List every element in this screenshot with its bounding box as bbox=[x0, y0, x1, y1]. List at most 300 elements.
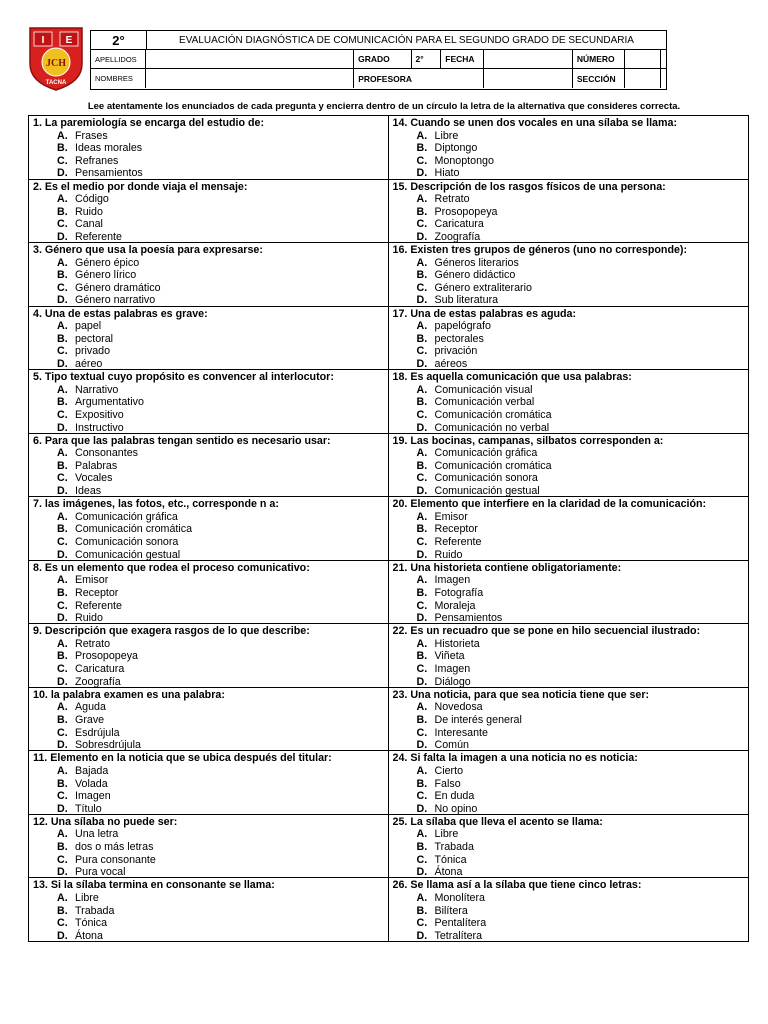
option-text: Imagen bbox=[434, 663, 471, 676]
option-letter: A. bbox=[57, 320, 68, 333]
question-block bbox=[29, 180, 388, 244]
answer-option[interactable] bbox=[33, 257, 388, 270]
option-letter: B. bbox=[57, 396, 68, 409]
option-text: Tónica bbox=[75, 917, 108, 930]
answer-option[interactable] bbox=[33, 155, 388, 168]
question-text: 11. Elemento en la noticia que se ubica después del titular: bbox=[33, 752, 332, 765]
option-letter: C. bbox=[416, 917, 428, 930]
option-text: Géneros literarios bbox=[434, 256, 519, 269]
option-letter: B. bbox=[57, 841, 68, 854]
answer-option[interactable] bbox=[33, 701, 388, 714]
option-letter: D. bbox=[416, 167, 428, 180]
question-text: 3. Género que usa la poesía para expresarse: bbox=[33, 244, 263, 257]
question-text: 6. Para que las palabras tengan sentido es necesario usar: bbox=[33, 434, 331, 447]
option-letter: D. bbox=[416, 548, 428, 561]
question-block bbox=[389, 116, 749, 180]
answer-option[interactable] bbox=[33, 765, 388, 778]
question-block bbox=[29, 561, 388, 625]
apellidos-label: APELLIDOS bbox=[91, 50, 146, 69]
answer-option[interactable] bbox=[33, 549, 388, 561]
option-text: Imagen bbox=[75, 790, 111, 803]
question-text: 14. Cuando se unen dos vocales en una sílaba se llama: bbox=[392, 117, 678, 129]
numero-field[interactable] bbox=[625, 50, 661, 69]
option-text: Comunicación gráfica bbox=[75, 510, 178, 523]
question-block bbox=[389, 243, 749, 307]
answer-option[interactable] bbox=[33, 574, 388, 587]
answer-option[interactable] bbox=[393, 701, 749, 714]
option-text: Comunicación sonora bbox=[434, 472, 538, 485]
answer-option[interactable] bbox=[33, 536, 388, 549]
answer-option[interactable] bbox=[33, 587, 388, 600]
answer-option[interactable] bbox=[393, 422, 749, 434]
option-letter: B. bbox=[57, 332, 68, 345]
question-block bbox=[389, 815, 749, 879]
question-text: 8. Es un elemento que rodea el proceso comunicativo: bbox=[33, 561, 310, 574]
answer-option[interactable] bbox=[33, 142, 388, 155]
option-text: De interés general bbox=[434, 713, 522, 726]
seccion-label: SECCIÓN bbox=[573, 69, 625, 88]
option-text: Argumentativo bbox=[75, 396, 144, 409]
answer-option[interactable] bbox=[33, 294, 388, 306]
answer-option[interactable] bbox=[33, 676, 388, 688]
option-text: Zoografía bbox=[434, 230, 481, 243]
option-letter: C. bbox=[57, 535, 68, 548]
option-text: No opino bbox=[434, 802, 478, 815]
option-letter: A. bbox=[57, 764, 68, 777]
answer-option[interactable] bbox=[33, 282, 388, 295]
answer-option[interactable] bbox=[393, 650, 749, 663]
option-letter: D. bbox=[416, 802, 428, 815]
option-letter: D. bbox=[416, 866, 428, 879]
answer-option[interactable] bbox=[393, 714, 749, 727]
option-text: Código bbox=[75, 193, 109, 206]
option-letter: D. bbox=[416, 929, 428, 941]
option-text: papelógrafo bbox=[434, 320, 491, 333]
question-text: 22. Es un recuadro que se pone en hilo secuencial ilustrado: bbox=[392, 625, 701, 638]
exam-title: EVALUACIÓN DIAGNÓSTICA DE COMUNICACIÓN PARA EL SEGUNDO GRADO DE SECUNDARIA bbox=[147, 31, 666, 50]
answer-option[interactable] bbox=[33, 905, 388, 918]
answer-option[interactable] bbox=[33, 714, 388, 727]
option-letter: A. bbox=[57, 701, 68, 714]
answer-option[interactable] bbox=[393, 384, 749, 397]
option-text: Hiato bbox=[434, 167, 460, 180]
option-letter: A. bbox=[416, 828, 428, 841]
answer-option[interactable] bbox=[393, 257, 749, 270]
option-letter: D. bbox=[57, 167, 68, 180]
option-letter: C. bbox=[57, 281, 68, 294]
answer-option[interactable] bbox=[33, 167, 388, 179]
option-text: Imagen bbox=[434, 574, 471, 587]
answer-option[interactable] bbox=[393, 447, 749, 460]
answer-option[interactable] bbox=[393, 892, 749, 905]
question-text: 20. Elemento que interfiere en la claridad de la comunicación: bbox=[392, 498, 707, 511]
answer-option[interactable] bbox=[33, 193, 388, 206]
question-text: 23. Una noticia, para que sea noticia tiene que ser: bbox=[392, 688, 650, 701]
option-text: Referente bbox=[75, 599, 122, 612]
answer-option[interactable] bbox=[393, 739, 749, 751]
option-letter: C. bbox=[57, 345, 68, 358]
option-letter: A. bbox=[57, 891, 68, 904]
answer-option[interactable] bbox=[33, 472, 388, 485]
answer-option[interactable] bbox=[393, 574, 749, 587]
answer-option[interactable] bbox=[33, 828, 388, 841]
answer-option[interactable] bbox=[33, 866, 388, 878]
question-block bbox=[389, 180, 749, 244]
option-letter: B. bbox=[57, 205, 68, 218]
answer-option[interactable] bbox=[393, 727, 749, 740]
option-letter: A. bbox=[57, 637, 68, 650]
option-text: Viñeta bbox=[434, 650, 465, 663]
option-letter: C. bbox=[416, 599, 428, 612]
option-letter: A. bbox=[416, 193, 428, 206]
option-letter: B. bbox=[57, 650, 68, 663]
answer-option[interactable] bbox=[393, 294, 749, 306]
student-info-header bbox=[90, 30, 667, 90]
option-text: Vocales bbox=[75, 472, 113, 485]
option-letter: B. bbox=[57, 523, 68, 536]
option-text: Pura vocal bbox=[75, 866, 126, 879]
option-letter: A. bbox=[57, 256, 68, 269]
question-text: 15. Descripción de los rasgos físicos de una persona: bbox=[392, 180, 666, 193]
option-text: Palabras bbox=[75, 459, 118, 472]
answer-option[interactable] bbox=[393, 676, 749, 688]
option-letter: D. bbox=[416, 230, 428, 243]
option-text: Aguda bbox=[75, 701, 106, 714]
question-text: 17. Una de estas palabras es aguda: bbox=[392, 307, 577, 320]
questions-column-left bbox=[29, 116, 389, 941]
answer-option[interactable] bbox=[33, 333, 388, 346]
answer-option[interactable] bbox=[33, 409, 388, 422]
question-text: 13. Si la sílaba termina en consonante se llama: bbox=[33, 879, 275, 892]
option-letter: C. bbox=[57, 154, 68, 167]
option-letter: D. bbox=[57, 230, 68, 243]
option-text: Sub literatura bbox=[434, 294, 499, 307]
answer-option[interactable] bbox=[33, 663, 388, 676]
answer-option[interactable] bbox=[393, 600, 749, 613]
answer-option[interactable] bbox=[393, 130, 749, 143]
questions-grid bbox=[28, 115, 749, 942]
question-block bbox=[29, 434, 388, 498]
option-text: Emisor bbox=[75, 574, 109, 587]
question-block bbox=[389, 434, 749, 498]
answer-option[interactable] bbox=[33, 485, 388, 497]
option-letter: A. bbox=[57, 193, 68, 206]
answer-option[interactable] bbox=[33, 638, 388, 651]
option-text: aéreos bbox=[434, 357, 468, 370]
option-text: Zoografía bbox=[75, 675, 121, 688]
answer-option[interactable] bbox=[393, 142, 749, 155]
option-letter: C. bbox=[416, 281, 428, 294]
answer-option[interactable] bbox=[33, 320, 388, 333]
answer-option[interactable] bbox=[33, 930, 388, 941]
question-block bbox=[29, 751, 388, 815]
option-text: aéreo bbox=[75, 357, 103, 370]
fecha-label: FECHA bbox=[441, 50, 484, 69]
option-text: Retrato bbox=[434, 193, 470, 206]
option-letter: C. bbox=[416, 345, 428, 358]
answer-option[interactable] bbox=[33, 892, 388, 905]
option-letter: A. bbox=[57, 574, 68, 587]
numero-label: NÚMERO bbox=[573, 50, 625, 69]
logo-letter-i: I bbox=[41, 35, 45, 46]
option-text: Pura consonante bbox=[75, 853, 156, 866]
questions-column-right bbox=[389, 116, 749, 941]
option-letter: C. bbox=[57, 218, 68, 231]
option-letter: C. bbox=[57, 663, 68, 676]
answer-option[interactable] bbox=[393, 155, 749, 168]
option-letter: D. bbox=[416, 675, 428, 688]
option-letter: D. bbox=[416, 612, 428, 625]
answer-option[interactable] bbox=[393, 917, 749, 930]
answer-option[interactable] bbox=[393, 612, 749, 624]
header-title-row bbox=[91, 31, 666, 50]
answer-option[interactable] bbox=[393, 828, 749, 841]
question-block bbox=[389, 561, 749, 625]
option-letter: A. bbox=[416, 256, 428, 269]
option-text: Ruido bbox=[434, 548, 463, 561]
answer-option[interactable] bbox=[33, 739, 388, 751]
answer-option[interactable] bbox=[393, 282, 749, 295]
answer-option[interactable] bbox=[393, 905, 749, 918]
answer-option[interactable] bbox=[33, 218, 388, 231]
option-letter: A. bbox=[416, 447, 428, 460]
option-letter: D. bbox=[57, 866, 68, 879]
answer-option[interactable] bbox=[393, 460, 749, 473]
answer-option[interactable] bbox=[33, 511, 388, 524]
answer-option[interactable] bbox=[393, 333, 749, 346]
answer-option[interactable] bbox=[393, 663, 749, 676]
answer-option[interactable] bbox=[393, 269, 749, 282]
question-block bbox=[389, 624, 749, 688]
answer-option[interactable] bbox=[393, 320, 749, 333]
option-text: papel bbox=[75, 320, 102, 333]
fecha-field[interactable] bbox=[484, 50, 573, 69]
question-block bbox=[389, 878, 749, 941]
answer-option[interactable] bbox=[33, 790, 388, 803]
apellidos-field[interactable] bbox=[146, 50, 354, 69]
option-text: Monoptongo bbox=[434, 154, 494, 167]
grado-label: GRADO bbox=[354, 50, 411, 69]
option-letter: C. bbox=[57, 408, 68, 421]
answer-option[interactable] bbox=[33, 841, 388, 854]
option-letter: B. bbox=[416, 142, 428, 155]
option-text: Libre bbox=[434, 129, 459, 142]
option-letter: C. bbox=[57, 726, 68, 739]
option-letter: B. bbox=[416, 269, 428, 282]
answer-option[interactable] bbox=[33, 727, 388, 740]
answer-option[interactable] bbox=[393, 396, 749, 409]
logo-letter-e: E bbox=[65, 35, 73, 46]
option-letter: C. bbox=[416, 726, 428, 739]
answer-option[interactable] bbox=[33, 600, 388, 613]
answer-option[interactable] bbox=[393, 587, 749, 600]
question-text: 18. Es aquella comunicación que usa palabras: bbox=[392, 371, 632, 384]
option-text: Género extraliterario bbox=[434, 281, 532, 294]
question-block bbox=[389, 370, 749, 434]
answer-option[interactable] bbox=[393, 790, 749, 803]
answer-option[interactable] bbox=[393, 358, 749, 370]
question-block bbox=[389, 497, 749, 561]
question-text: 16. Existen tres grupos de géneros (uno no corresponde): bbox=[392, 244, 688, 257]
option-letter: D. bbox=[57, 739, 68, 752]
option-letter: D. bbox=[57, 294, 68, 307]
question-block bbox=[29, 243, 388, 307]
option-letter: B. bbox=[57, 586, 68, 599]
answer-option[interactable] bbox=[33, 523, 388, 536]
option-letter: A. bbox=[416, 574, 428, 587]
answer-option[interactable] bbox=[33, 854, 388, 867]
school-crest-logo bbox=[28, 26, 84, 92]
option-letter: A. bbox=[57, 510, 68, 523]
option-text: Pentalítera bbox=[434, 917, 487, 930]
option-text: Comunicación cromática bbox=[434, 459, 552, 472]
option-text: Átona bbox=[434, 866, 463, 879]
answer-option[interactable] bbox=[393, 231, 749, 243]
option-text: Comunicación no verbal bbox=[434, 421, 550, 434]
answer-option[interactable] bbox=[393, 549, 749, 561]
question-block bbox=[389, 688, 749, 752]
answer-option[interactable] bbox=[393, 218, 749, 231]
answer-option[interactable] bbox=[393, 485, 749, 497]
answer-option[interactable] bbox=[33, 231, 388, 243]
profesora-field[interactable] bbox=[484, 69, 573, 88]
option-text: Comunicación cromática bbox=[434, 408, 552, 421]
question-block bbox=[29, 307, 388, 371]
answer-option[interactable] bbox=[33, 650, 388, 663]
answer-option[interactable] bbox=[33, 422, 388, 434]
answer-option[interactable] bbox=[393, 841, 749, 854]
option-letter: D. bbox=[416, 739, 428, 752]
question-block bbox=[29, 624, 388, 688]
answer-option[interactable] bbox=[33, 130, 388, 143]
answer-option[interactable] bbox=[393, 765, 749, 778]
answer-option[interactable] bbox=[393, 409, 749, 422]
option-letter: C. bbox=[57, 853, 68, 866]
header-row-nombres bbox=[91, 69, 666, 88]
answer-option[interactable] bbox=[393, 638, 749, 651]
answer-option[interactable] bbox=[393, 345, 749, 358]
option-letter: D. bbox=[416, 357, 428, 370]
answer-option[interactable] bbox=[33, 917, 388, 930]
option-text: Sobresdrújula bbox=[75, 739, 141, 752]
answer-option[interactable] bbox=[393, 854, 749, 867]
option-letter: A. bbox=[416, 891, 428, 904]
answer-option[interactable] bbox=[393, 536, 749, 549]
option-text: Novedosa bbox=[434, 701, 483, 714]
option-text: Instructivo bbox=[75, 421, 124, 434]
option-letter: D. bbox=[57, 357, 68, 370]
question-text: 25. La sílaba que lleva el acento se llama: bbox=[392, 815, 603, 828]
option-letter: A. bbox=[416, 701, 428, 714]
answer-option[interactable] bbox=[33, 206, 388, 219]
answer-option[interactable] bbox=[393, 193, 749, 206]
answer-option[interactable] bbox=[33, 778, 388, 791]
answer-option[interactable] bbox=[393, 866, 749, 878]
instructions-text: Lee atentamente los enunciados de cada pregunta y encierra dentro de un círculo la letra de la alternativa que consideres correcta. bbox=[87, 101, 681, 112]
option-text: Receptor bbox=[75, 586, 119, 599]
option-text: Comunicación sonora bbox=[75, 535, 179, 548]
answer-option[interactable] bbox=[393, 511, 749, 524]
option-letter: A. bbox=[416, 637, 428, 650]
answer-option[interactable] bbox=[33, 803, 388, 815]
answer-option[interactable] bbox=[393, 803, 749, 815]
question-block bbox=[29, 878, 388, 941]
option-letter: C. bbox=[416, 154, 428, 167]
option-text: Esdrújula bbox=[75, 726, 120, 739]
option-letter: B. bbox=[416, 396, 428, 409]
option-letter: A. bbox=[57, 383, 68, 396]
option-letter: D. bbox=[57, 802, 68, 815]
question-block bbox=[29, 370, 388, 434]
option-text: Comunicación visual bbox=[434, 383, 533, 396]
question-block bbox=[389, 307, 749, 371]
option-text: pectorales bbox=[434, 332, 484, 345]
option-text: pectoral bbox=[75, 332, 114, 345]
answer-option[interactable] bbox=[33, 384, 388, 397]
option-text: Género narrativo bbox=[75, 294, 156, 307]
answer-option[interactable] bbox=[393, 930, 749, 941]
answer-option[interactable] bbox=[393, 523, 749, 536]
option-text: Volada bbox=[75, 777, 108, 790]
option-text: Ruido bbox=[75, 205, 103, 218]
option-text: Retrato bbox=[75, 637, 111, 650]
answer-option[interactable] bbox=[33, 447, 388, 460]
answer-option[interactable] bbox=[393, 206, 749, 219]
answer-option[interactable] bbox=[33, 269, 388, 282]
option-letter: A. bbox=[416, 129, 428, 142]
option-text: privación bbox=[434, 345, 478, 358]
answer-option[interactable] bbox=[33, 612, 388, 624]
nombres-field[interactable] bbox=[146, 69, 354, 88]
option-text: Narrativo bbox=[75, 383, 119, 396]
question-text: 19. Las bocinas, campanas, silbatos corresponden a: bbox=[392, 434, 664, 447]
option-letter: D. bbox=[57, 612, 68, 625]
question-block bbox=[29, 497, 388, 561]
option-text: Falso bbox=[434, 777, 461, 790]
option-letter: C. bbox=[416, 663, 428, 676]
answer-option[interactable] bbox=[33, 345, 388, 358]
question-text: 1. La paremiología se encarga del estudio de: bbox=[33, 117, 265, 129]
option-text: Consonantes bbox=[75, 447, 138, 460]
option-text: Receptor bbox=[434, 523, 478, 536]
answer-option[interactable] bbox=[33, 460, 388, 473]
option-text: Pensamientos bbox=[434, 612, 503, 625]
option-text: Moraleja bbox=[434, 599, 476, 612]
option-letter: C. bbox=[416, 853, 428, 866]
option-letter: B. bbox=[416, 586, 428, 599]
option-text: Tetralítera bbox=[434, 929, 483, 941]
option-letter: B. bbox=[416, 523, 428, 536]
option-letter: A. bbox=[416, 510, 428, 523]
option-letter: B. bbox=[57, 904, 68, 917]
option-letter: D. bbox=[57, 548, 68, 561]
answer-option[interactable] bbox=[393, 167, 749, 179]
option-text: Prosopopeya bbox=[434, 205, 498, 218]
answer-option[interactable] bbox=[33, 358, 388, 370]
option-text: Libre bbox=[75, 891, 99, 904]
option-letter: A. bbox=[416, 383, 428, 396]
answer-option[interactable] bbox=[393, 778, 749, 791]
option-letter: B. bbox=[416, 650, 428, 663]
option-text: Ruido bbox=[75, 612, 103, 625]
seccion-field[interactable] bbox=[625, 69, 661, 88]
option-letter: B. bbox=[57, 713, 68, 726]
question-text: 21. Una historieta contiene obligatoriamente: bbox=[392, 561, 622, 574]
question-text: 24. Si falta la imagen a una noticia no es noticia: bbox=[392, 752, 638, 765]
answer-option[interactable] bbox=[393, 472, 749, 485]
answer-option[interactable] bbox=[33, 396, 388, 409]
option-text: En duda bbox=[434, 790, 475, 803]
